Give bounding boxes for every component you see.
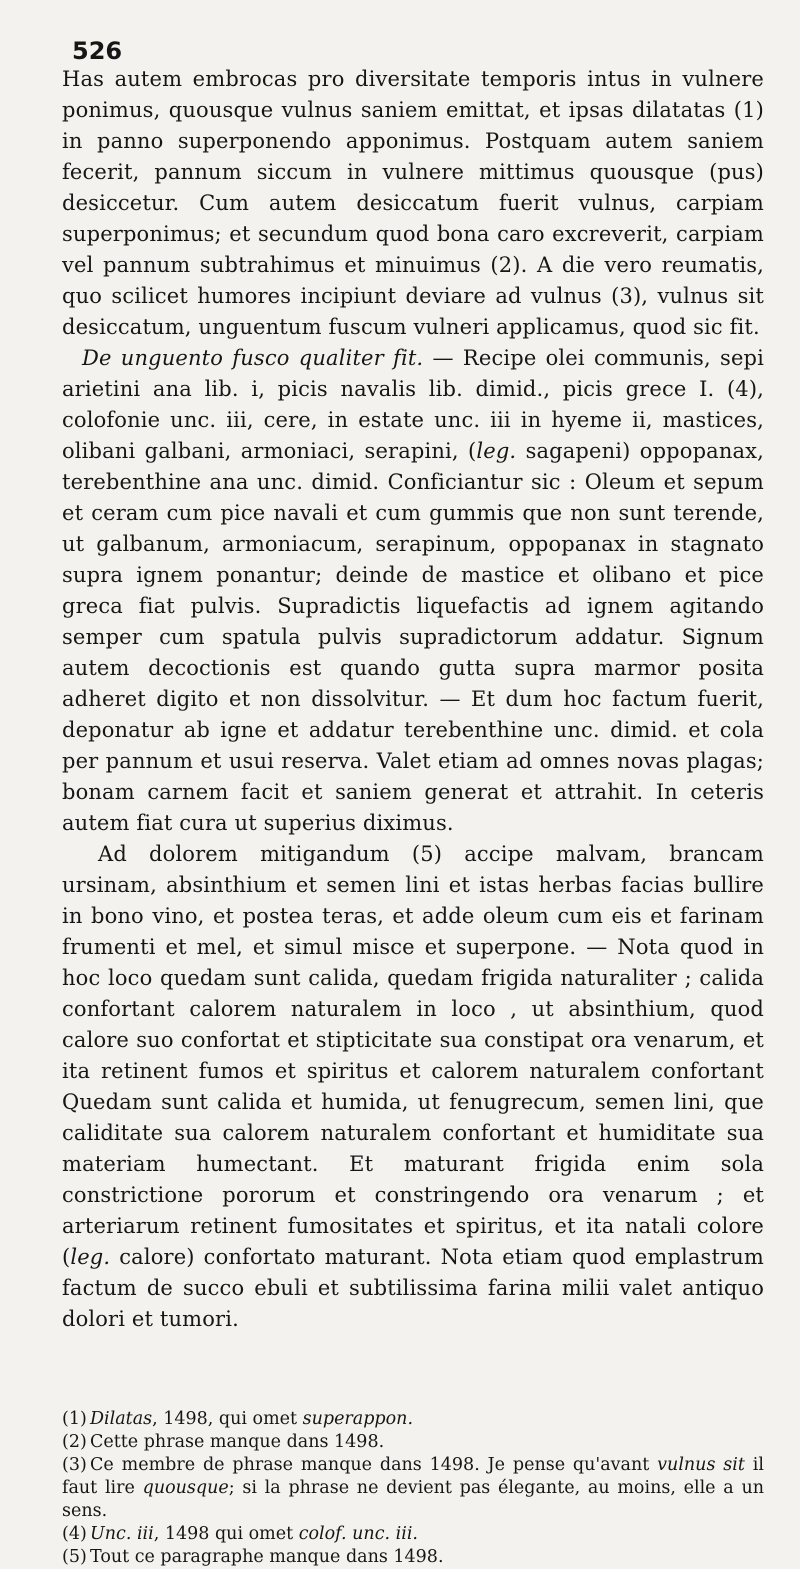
- recipe-body-rest: sagapeni) oppopanax, terebenthine ana unc. dimid. Conficiantur sic : Oleum et sepum et ceram cum pice navali et cum gummis que non sunt terende, ut galbanum, armoniacum, serapinum, oppopanax in stagnato supra ignem ponantur; deinde de mastice et olibano et pice greca fiat pulvis. Supradictis liquefactis ad ignem agitando semper cum spatula pulvis supradictorum addatur. Signum autem decoctionis est quando gutta supra marmor posita adheret digito et non dissolvitur. — Et dum hoc factum fuerit, deponatur ab igne et addatur terebenthine unc. dimid. et cola per pannum et usui reserva. Valet etiam ad omnes novas plagas; bonam carnem facit et saniem generat et attrahit. In ceteris autem fiat cura ut superius diximus.: [62, 439, 764, 835]
- page-number: 526: [72, 37, 123, 65]
- paragraph-embrocas: Has autem embrocas pro diversitate temporis intus in vulnere ponimus, quousque vulnus saniem emittat, et ipsas dilatatas (1) in panno superponendo apponimus. Postquam autem saniem fecerit, pannum siccum in vulnere mittimus quousque (pus) desiccetur. Cum autem desiccatum fuerit vulnus, carpiam superponimus; et secundum quod bona caro excreverit, carpiam vel pannum subtrahimus et minuimus (2). A die vero reumatis, quo scilicet humores incipiunt deviare ad vulnus (3), vulnus sit desiccatum, unguentum fuscum vulneri applicamus, quod sic fit.: [62, 67, 764, 339]
- footnotes: [62, 1408, 764, 1569]
- footnote-2: (2) Cette phrase manque dans 1498.: [62, 1432, 385, 1452]
- dolorem-text-b: calore) confortato maturant. Nota etiam quod emplastrum factum de succo ebuli et subtilissima farina milii valet antiquo dolori et tumori.: [62, 1245, 764, 1331]
- editor-leg-note-2: leg.: [70, 1245, 111, 1269]
- footnote-5: (5) Tout ce paragraphe manque dans 1498.: [62, 1547, 444, 1567]
- main-text: [62, 64, 764, 1335]
- footnote-3: (3) Ce membre de phrase manque dans 1498. Je pense qu'avant vulnus sit il faut lire quousque; si la phrase ne devient pas élegante, au moins, elle a un sens.: [62, 1455, 764, 1521]
- footnote-4: (4) Unc. iii, 1498 qui omet colof. unc. iii.: [62, 1524, 418, 1544]
- recipe-body: — Recipe olei communis, sepi arietini ana lib. i, picis navalis lib. dimid., picis grece I. (4), colofonie unc. iii, cere, in estate unc. iii in hyeme ii, mastices, olibani galbani, armoniaci, serapini, (: [62, 346, 764, 463]
- editor-leg-note: leg.: [476, 439, 517, 463]
- paragraph-dolorem: [62, 839, 764, 1335]
- footnote-1: (1) Dilatas, 1498, qui omet superappon.: [62, 1409, 414, 1429]
- recipe-heading: De unguento fusco qualiter fit.: [82, 346, 424, 370]
- paragraph-unguentum-fuscum: [62, 343, 764, 839]
- dolorem-text-a: Ad dolorem mitigandum (5) accipe malvam, brancam ursinam, absinthium et semen lini et istas herbas facias bullire in bono vino, et postea teras, et adde oleum cum eis et farinam frumenti et mel, et simul misce et superpone. — Nota quod in hoc loco quedam sunt calida, quedam frigida naturaliter ; calida confortant calorem naturalem in loco , ut absinthium, quod calore suo confortat et stipticitate sua constipat ora venarum, et ita retinent fumos et spiritus et calorem naturalem confortant Quedam sunt calida et humida, ut fenugrecum, semen lini, que caliditate sua calorem naturalem confortant et humiditate sua materiam humectant. Et maturant frigida enim sola constrictione pororum et constringendo ora venarum ; et arteriarum retinent fumositates et spiritus, et ita natali colore (: [62, 842, 764, 1269]
